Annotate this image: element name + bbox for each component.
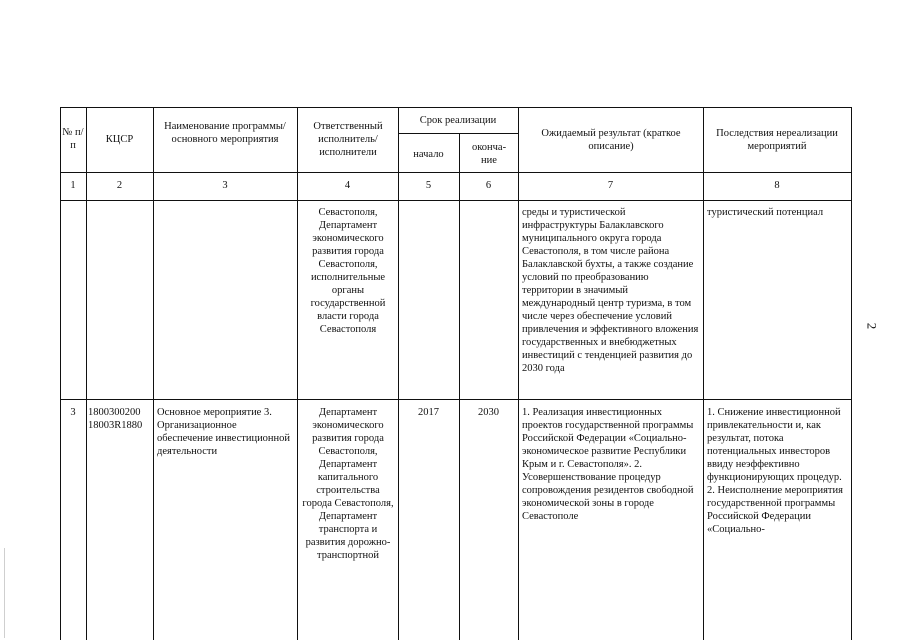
row-responsible: Севастополя, Департамент экономического развития города Севастополя, исполнительные органы государственной власти города Севастополя [310,207,386,335]
row-name: Основное мероприятие 3. Организационное обеспечение инвестиционной деятельности [157,407,291,457]
page-number: 2 [864,322,880,330]
col-numbers-bottom-line [60,200,852,201]
col-number: 6 [485,180,492,191]
row-responsible: Департамент экономического развития города Севастополя, Департамент капитального строительства города Севастополя, Департамент транспорта и развития дорожно- транспортной [302,407,394,561]
col-number: 1 [70,180,76,191]
col-divider [459,133,460,640]
col-number: 4 [344,180,351,191]
header-kcsr: КЦСР [105,134,134,145]
col-number: 3 [222,180,228,191]
header-name: Наименование программы/основного мероприятия [164,121,286,145]
row-num: 3 [70,407,76,418]
header-consequences: Последствия нереализации мероприятий [716,128,838,152]
table-border-top [60,107,852,108]
header-num: № п/п [62,127,84,151]
row-kcsr: 1800300200 18003R1880 [88,407,143,431]
period-header-divider [398,133,518,134]
col-number: 8 [774,180,780,191]
row-result: 1. Реализация инвестиционных проектов государственной программы Российской Федерации «Социально-экономическое развитие Республики Крым и г. Севастополя». 2. Усовершенствование процедур сопровождения резидентов свободной экономической зоны в городе Севастополе [522,407,694,522]
col-number: 2 [116,180,123,191]
header-result: Ожидаемый результат (краткое описание) [541,128,681,152]
header-bottom-line [60,172,852,173]
col-number: 7 [607,180,614,191]
row-consequences: 1. Снижение инвестиционной привлекательности и, как результат, потока потенциальных инвесторов ввиду неэффективно функционирующих процедур. 2. Неисполнение мероприятия государственной программы Российской Федерации «Социально- [707,407,843,535]
row-divider [60,399,852,400]
row-start: 2017 [418,407,439,418]
table-border-right [851,107,852,640]
row-end: 2030 [478,407,499,418]
header-end: оконча- ние [471,142,507,166]
header-start: начало [413,149,444,160]
row-result: среды и туристической инфраструктуры Балаклавского муниципального округа города Севастополя, в том числе района Балаклавской бухты, а также создание условий по преобразованию территории в значимый международный центр туризма, в том числе через обеспечение условий привлечения и эффективного вложения государственных и внебюджетных инвестиций с тенденцией развития до 2030 года [522,207,699,374]
col-number: 5 [425,180,432,191]
header-responsible: Ответственный исполнитель/ исполнители [313,121,383,158]
scan-margin-mark [4,548,5,638]
header-period: Срок реализации [419,115,497,126]
row-consequences: туристический потенциал [707,207,824,218]
